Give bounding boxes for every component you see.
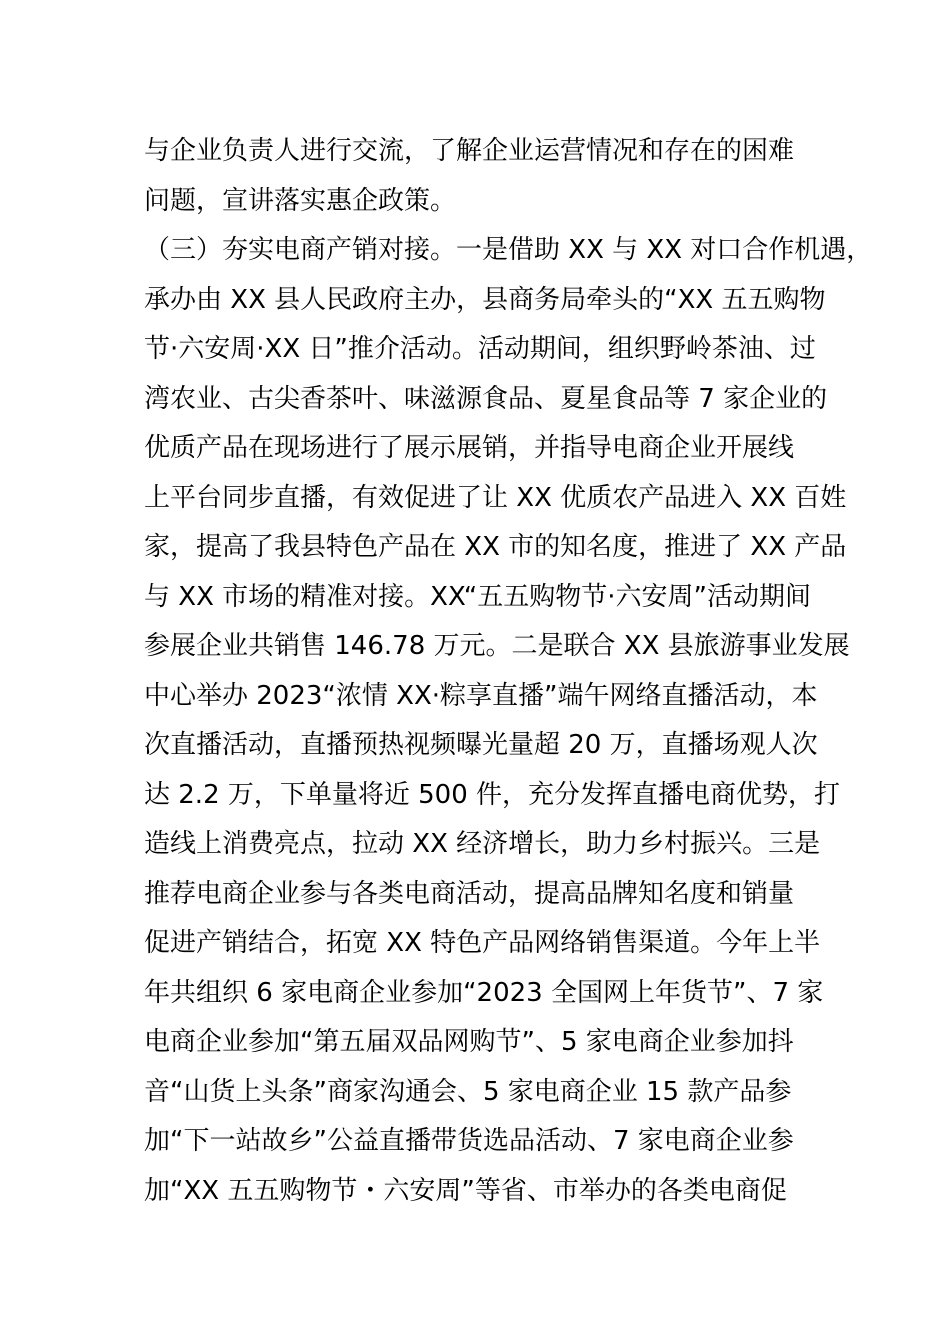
text-line: 参展企业共销售 146.78 万元。二是联合 XX 县旅游事业发展 [144,631,850,661]
text-line: 承办由 XX 县人民政府主办，县商务局牵头的“XX 五五购物 [144,284,826,315]
text-line: 电商企业参加“第五届双品网购节”、5 家电商企业参加抖 [144,1027,794,1057]
text-line: 次直播活动，直播预热视频曝光量超 20 万，直播场观人次 [144,730,818,760]
text-line: 湾农业、古尖香茶叶、味滋源食品、夏星食品等 7 家企业的 [144,383,828,414]
text-line: 与 XX 市场的精准对接。XX“五五购物节·六安周”活动期间 [144,581,811,612]
text-line: 年共组织 6 家电商企业参加“2023 全国网上年货节”、7 家 [144,977,824,1008]
text-line: 造线上消费亮点，拉动 XX 经济增长，助力乡村振兴。三是 [144,829,821,859]
text-line: 音“山货上头条”商家沟通会、5 家电商企业 15 款产品参 [144,1076,792,1107]
text-line: 促进产销结合，拓宽 XX 特色产品网络销售渠道。今年上半 [144,928,821,958]
text-line: 优质产品在现场进行了展示展销，并指导电商企业开展线 [144,433,795,463]
body-text [144,127,873,1216]
text-line: 节·六安周·XX 日”推介活动。活动期间，组织野岭茶油、过 [144,334,816,364]
text-line: 推荐电商企业参与各类电商活动，提高品牌知名度和销量 [144,878,795,909]
text-line: 加“XX 五五购物节・六安周”等省、市举办的各类电商促 [144,1175,787,1206]
text-line: 问题，宣讲落实惠企政策。 [144,185,457,216]
text-line: 上平台同步直播，有效促进了让 XX 优质农产品进入 XX 百姓 [144,482,847,513]
text-line: 家，提高了我县特色产品在 XX 市的知名度，推进了 XX 产品 [144,532,847,562]
text-line: 中心举办 2023“浓情 XX·粽享直播”端午网络直播活动，本 [144,680,818,711]
text-line: 加“下一站故乡”公益直播带货选品活动、7 家电商企业参 [144,1126,794,1156]
text-line: 与企业负责人进行交流，了解企业运营情况和存在的困难 [144,136,795,166]
text-line: 达 2.2 万，下单量将近 500 件，充分发挥直播电商优势，打 [144,779,841,810]
text-line: （三）夯实电商产销对接。一是借助 XX 与 XX 对口合作机遇， [144,235,873,265]
